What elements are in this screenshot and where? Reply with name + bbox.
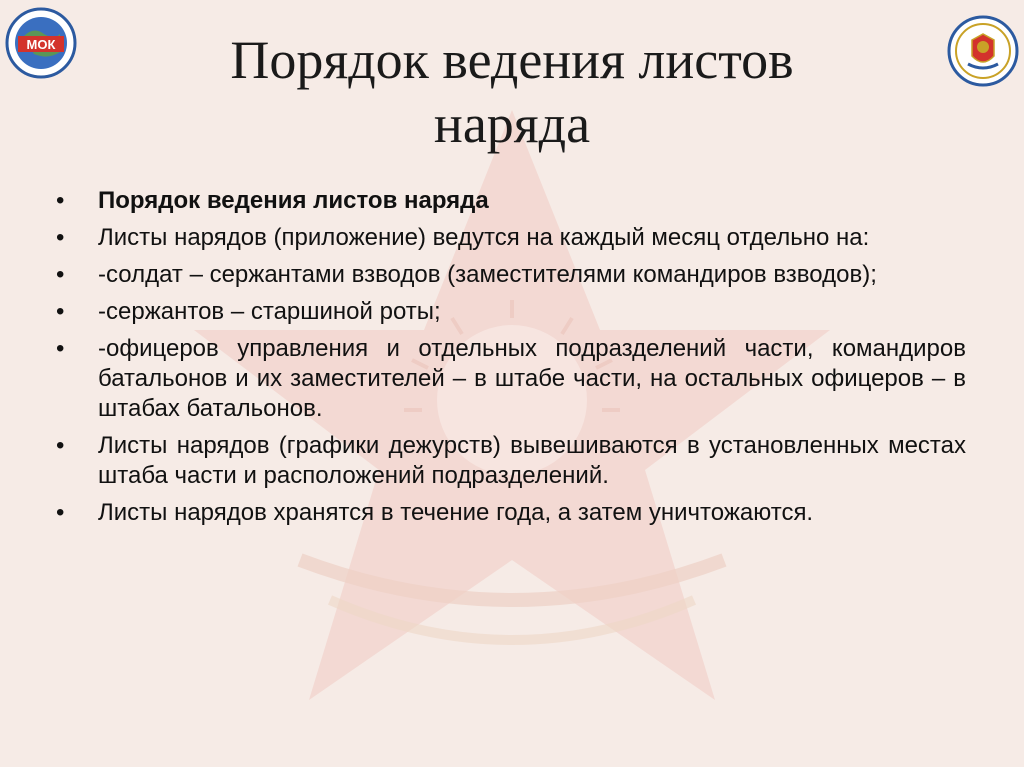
- slide-title-line1: Порядок ведения листов: [230, 30, 794, 90]
- mok-logo-text: МОК: [26, 37, 56, 52]
- bullet-icon: •: [56, 224, 65, 251]
- mok-logo-icon: [4, 6, 78, 80]
- list-item: [56, 297, 966, 327]
- list-item-text: -офицеров управления и отдельных подразделений части, командиров батальонов и их заместителей – в штабе части, на остальных офицеров – в штабах батальонов.: [98, 335, 966, 422]
- list-item-text: Листы нарядов (графики дежурств) вывешиваются в установленных местах штаба части и расположений подразделений.: [98, 432, 966, 489]
- list-item-text: Листы нарядов (приложение) ведутся на каждый месяц отдельно на:: [98, 224, 870, 251]
- list-item: [56, 334, 966, 424]
- list-item-text: Порядок ведения листов наряда: [98, 187, 489, 214]
- bullet-icon: •: [56, 335, 65, 362]
- list-item-text: -сержантов – старшиной роты;: [98, 298, 441, 325]
- list-item-text: Листы нарядов хранятся в течение года, а затем уничтожаются.: [98, 499, 814, 526]
- bullet-list: [56, 186, 966, 535]
- bullet-icon: •: [56, 432, 65, 459]
- slide-title: [120, 28, 904, 156]
- bullet-icon: •: [56, 261, 65, 288]
- list-item: [56, 223, 966, 253]
- list-item: [56, 260, 966, 290]
- list-item-text: -солдат – сержантами взводов (заместителями командиров взводов);: [98, 261, 877, 288]
- bullet-icon: •: [56, 298, 65, 325]
- list-item: [56, 431, 966, 491]
- list-item: [56, 186, 966, 216]
- slide-title-line2: наряда: [433, 94, 591, 154]
- emblem-icon: [946, 14, 1020, 88]
- list-item: [56, 498, 966, 528]
- bullet-icon: •: [56, 499, 65, 526]
- bullet-icon: •: [56, 187, 65, 214]
